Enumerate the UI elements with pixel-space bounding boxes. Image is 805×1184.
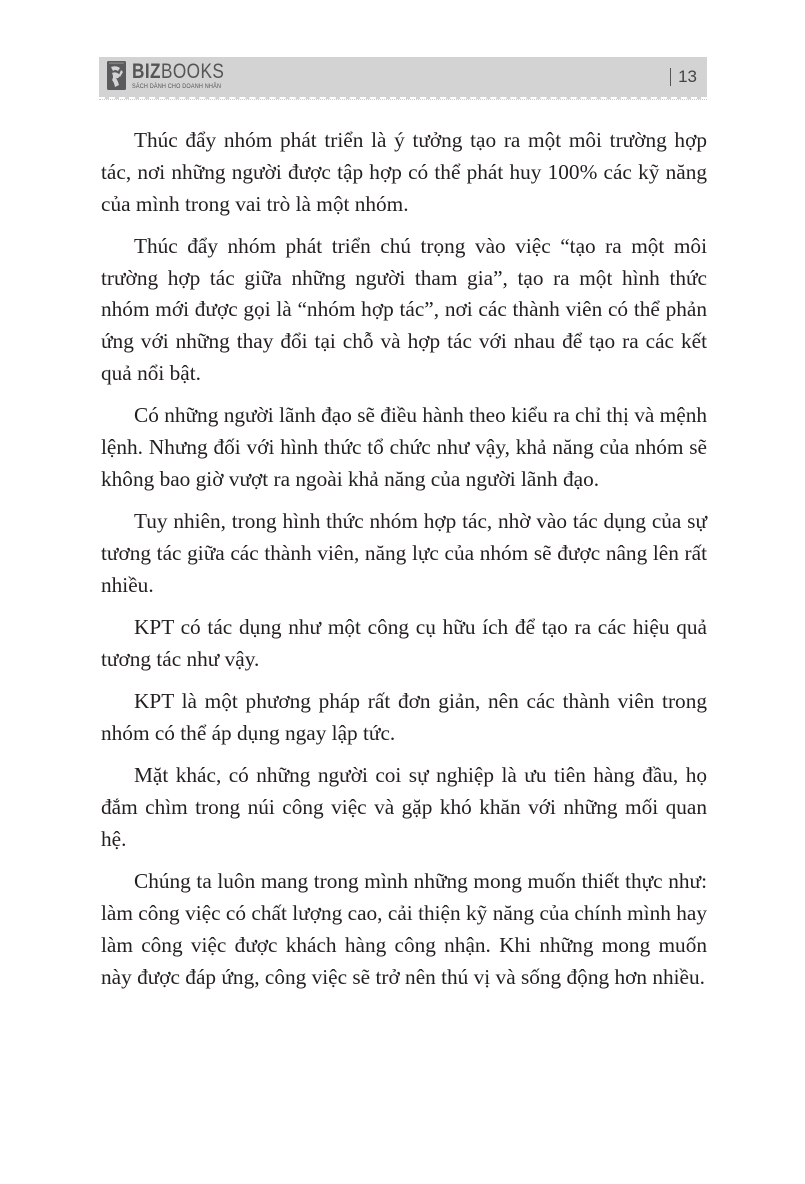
page-number <box>670 67 697 87</box>
paragraph: Có những người lãnh đạo sẽ điều hành theo kiểu ra chỉ thị và mệnh lệnh. Nhưng đối với hình thức tổ chức như vậy, khả năng của nhóm sẽ không bao giờ vượt ra ngoài khả năng của người lãnh đạo. <box>101 403 707 491</box>
logo-wordmark <box>132 61 224 82</box>
book-figure-icon <box>107 61 126 90</box>
page-number-value: 13 <box>678 67 697 86</box>
paragraph: Chúng ta luôn mang trong mình những mong muốn thiết thực như: làm công việc có chất lượng cao, cải thiện kỹ năng của chính mình hay làm công việc được khách hàng công nhận. Khi những mong muốn này được đáp ứng, công việc sẽ trở nên thú vị và sống động hơn nhiều. <box>101 869 707 989</box>
logo-wordmark-bold: BIZ <box>132 60 161 83</box>
logo-tagline: SÁCH DÀNH CHO DOANH NHÂN <box>132 83 222 90</box>
paragraph: KPT có tác dụng như một công cụ hữu ích để tạo ra các hiệu quả tương tác như vậy. <box>101 615 707 671</box>
page-body <box>101 125 707 1004</box>
paragraph: Thúc đẩy nhóm phát triển chú trọng vào việc “tạo ra một môi trường hợp tác giữa những người tham gia”, tạo ra một hình thức nhóm mới được gọi là “nhóm hợp tác”, nơi các thành viên có thể phản ứng với những thay đổi tại chỗ và hợp tác với nhau để tạo ra các kết quả nổi bật. <box>101 233 707 386</box>
paragraph: Thúc đẩy nhóm phát triển là ý tưởng tạo ra một môi trường hợp tác, nơi những người được tập hợp có thể phát huy 100% các kỹ năng của mình trong vai trò là một nhóm. <box>101 128 707 216</box>
paragraph: Mặt khác, có những người coi sự nghiệp là ưu tiên hàng đầu, họ đắm chìm trong núi công việc và gặp khó khăn với những mối quan hệ. <box>101 763 707 851</box>
running-header <box>99 57 707 99</box>
logo-wordmark-light: BOOKS <box>160 60 225 83</box>
publisher-logo <box>107 61 245 91</box>
paragraph: KPT là một phương pháp rất đơn giản, nên các thành viên trong nhóm có thể áp dụng ngay lập tức. <box>101 689 707 746</box>
paragraph: Tuy nhiên, trong hình thức nhóm hợp tác, nhờ vào tác dụng của sự tương tác giữa các thành viên, năng lực của nhóm sẽ được nâng lên rất nhiều. <box>101 509 707 597</box>
page-number-separator <box>670 68 671 86</box>
